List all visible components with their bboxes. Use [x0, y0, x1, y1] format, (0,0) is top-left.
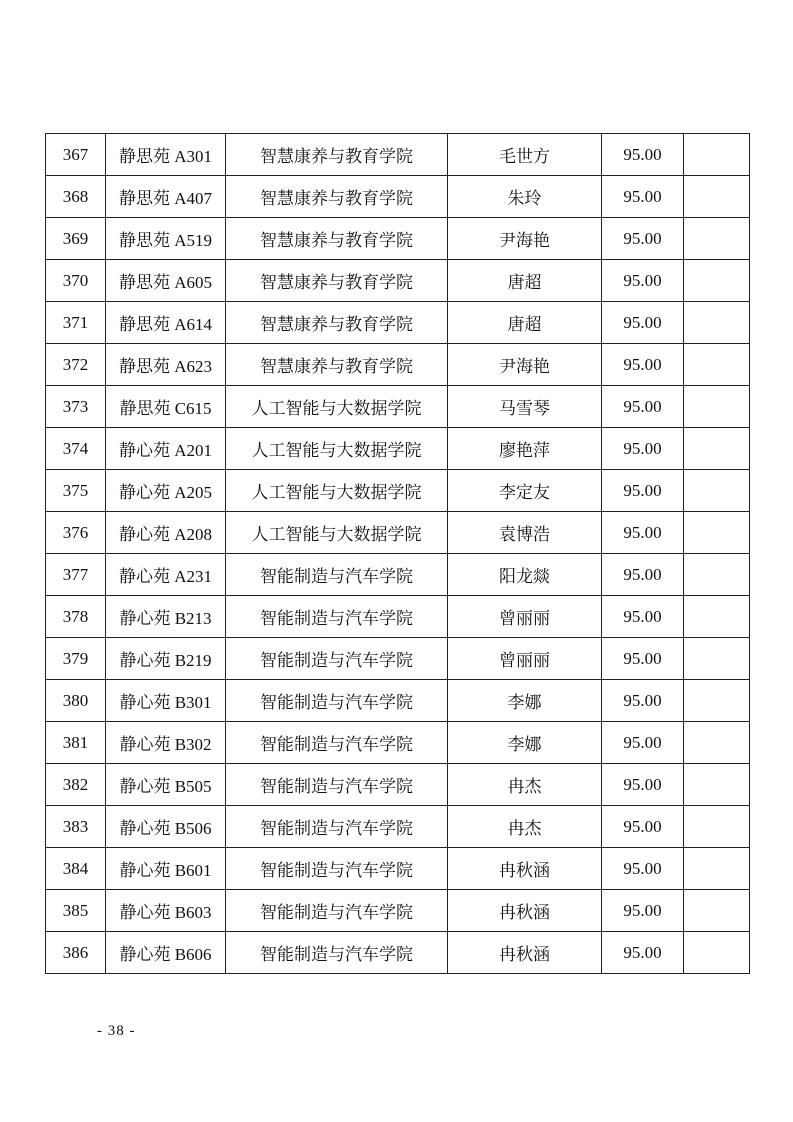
name-cell: 李娜: [448, 680, 602, 722]
college-cell: 智慧康养与教育学院: [226, 344, 448, 386]
row-number-cell: 380: [46, 680, 106, 722]
row-number-cell: 373: [46, 386, 106, 428]
name-cell: 尹海艳: [448, 218, 602, 260]
row-number-cell: 376: [46, 512, 106, 554]
score-cell: 95.00: [602, 680, 684, 722]
note-cell: [684, 554, 750, 596]
name-cell: 冉杰: [448, 764, 602, 806]
score-cell: 95.00: [602, 764, 684, 806]
table-row: [46, 470, 750, 512]
college-cell: 智能制造与汽车学院: [226, 932, 448, 974]
note-cell: [684, 344, 750, 386]
table-body: [46, 134, 750, 974]
college-cell: 智能制造与汽车学院: [226, 890, 448, 932]
note-cell: [684, 260, 750, 302]
score-cell: 95.00: [602, 386, 684, 428]
score-cell: 95.00: [602, 302, 684, 344]
score-cell: 95.00: [602, 932, 684, 974]
note-cell: [684, 722, 750, 764]
table-row: [46, 932, 750, 974]
note-cell: [684, 218, 750, 260]
score-cell: 95.00: [602, 848, 684, 890]
table-row: [46, 554, 750, 596]
table-row: [46, 218, 750, 260]
score-cell: 95.00: [602, 260, 684, 302]
room-cell: 静心苑 A231: [106, 554, 226, 596]
room-cell: 静思苑 A623: [106, 344, 226, 386]
table-row: [46, 890, 750, 932]
note-cell: [684, 764, 750, 806]
note-cell: [684, 470, 750, 512]
room-cell: 静心苑 B505: [106, 764, 226, 806]
name-cell: 李娜: [448, 722, 602, 764]
score-cell: 95.00: [602, 512, 684, 554]
note-cell: [684, 596, 750, 638]
room-cell: 静心苑 B219: [106, 638, 226, 680]
room-cell: 静心苑 A208: [106, 512, 226, 554]
room-cell: 静思苑 A519: [106, 218, 226, 260]
score-cell: 95.00: [602, 218, 684, 260]
room-cell: 静心苑 B301: [106, 680, 226, 722]
note-cell: [684, 848, 750, 890]
room-cell: 静思苑 C615: [106, 386, 226, 428]
row-number-cell: 372: [46, 344, 106, 386]
row-number-cell: 385: [46, 890, 106, 932]
table-row: [46, 428, 750, 470]
note-cell: [684, 428, 750, 470]
table-row: [46, 302, 750, 344]
college-cell: 智能制造与汽车学院: [226, 848, 448, 890]
college-cell: 人工智能与大数据学院: [226, 386, 448, 428]
score-cell: 95.00: [602, 176, 684, 218]
row-number-cell: 386: [46, 932, 106, 974]
note-cell: [684, 512, 750, 554]
name-cell: 冉杰: [448, 806, 602, 848]
note-cell: [684, 680, 750, 722]
college-cell: 人工智能与大数据学院: [226, 470, 448, 512]
name-cell: 曾丽丽: [448, 638, 602, 680]
score-cell: 95.00: [602, 638, 684, 680]
room-cell: 静心苑 B603: [106, 890, 226, 932]
score-cell: 95.00: [602, 806, 684, 848]
college-cell: 人工智能与大数据学院: [226, 512, 448, 554]
name-cell: 尹海艳: [448, 344, 602, 386]
table-row: [46, 512, 750, 554]
name-cell: 毛世方: [448, 134, 602, 176]
table-row: [46, 386, 750, 428]
table-row: [46, 260, 750, 302]
row-number-cell: 368: [46, 176, 106, 218]
room-cell: 静心苑 B506: [106, 806, 226, 848]
table-row: [46, 680, 750, 722]
row-number-cell: 382: [46, 764, 106, 806]
row-number-cell: 384: [46, 848, 106, 890]
room-cell: 静心苑 A201: [106, 428, 226, 470]
name-cell: 袁博浩: [448, 512, 602, 554]
college-cell: 智能制造与汽车学院: [226, 554, 448, 596]
note-cell: [684, 176, 750, 218]
row-number-cell: 367: [46, 134, 106, 176]
college-cell: 人工智能与大数据学院: [226, 428, 448, 470]
room-cell: 静心苑 B302: [106, 722, 226, 764]
room-cell: 静思苑 A407: [106, 176, 226, 218]
score-cell: 95.00: [602, 554, 684, 596]
college-cell: 智能制造与汽车学院: [226, 764, 448, 806]
row-number-cell: 371: [46, 302, 106, 344]
room-cell: 静思苑 A614: [106, 302, 226, 344]
college-cell: 智能制造与汽车学院: [226, 596, 448, 638]
name-cell: 冉秋涵: [448, 848, 602, 890]
room-cell: 静心苑 B213: [106, 596, 226, 638]
college-cell: 智能制造与汽车学院: [226, 680, 448, 722]
note-cell: [684, 890, 750, 932]
score-cell: 95.00: [602, 134, 684, 176]
college-cell: 智慧康养与教育学院: [226, 302, 448, 344]
score-cell: 95.00: [602, 428, 684, 470]
table-row: [46, 134, 750, 176]
room-cell: 静心苑 A205: [106, 470, 226, 512]
note-cell: [684, 806, 750, 848]
row-number-cell: 379: [46, 638, 106, 680]
name-cell: 冉秋涵: [448, 932, 602, 974]
table-row: [46, 596, 750, 638]
table-row: [46, 764, 750, 806]
name-cell: 曾丽丽: [448, 596, 602, 638]
score-cell: 95.00: [602, 596, 684, 638]
note-cell: [684, 134, 750, 176]
table-row: [46, 848, 750, 890]
table-row: [46, 638, 750, 680]
name-cell: 廖艳萍: [448, 428, 602, 470]
name-cell: 唐超: [448, 260, 602, 302]
table-row: [46, 344, 750, 386]
page-number: - 38 -: [97, 1023, 136, 1039]
table-row: [46, 806, 750, 848]
note-cell: [684, 386, 750, 428]
row-number-cell: 377: [46, 554, 106, 596]
note-cell: [684, 302, 750, 344]
room-cell: 静心苑 B606: [106, 932, 226, 974]
college-cell: 智能制造与汽车学院: [226, 806, 448, 848]
row-number-cell: 378: [46, 596, 106, 638]
name-cell: 朱玲: [448, 176, 602, 218]
college-cell: 智慧康养与教育学院: [226, 218, 448, 260]
college-cell: 智能制造与汽车学院: [226, 722, 448, 764]
college-cell: 智慧康养与教育学院: [226, 176, 448, 218]
name-cell: 马雪琴: [448, 386, 602, 428]
row-number-cell: 381: [46, 722, 106, 764]
note-cell: [684, 932, 750, 974]
table-row: [46, 722, 750, 764]
score-cell: 95.00: [602, 890, 684, 932]
score-cell: 95.00: [602, 344, 684, 386]
row-number-cell: 375: [46, 470, 106, 512]
room-cell: 静思苑 A301: [106, 134, 226, 176]
score-cell: 95.00: [602, 470, 684, 512]
name-cell: 阳龙燚: [448, 554, 602, 596]
note-cell: [684, 638, 750, 680]
college-cell: 智慧康养与教育学院: [226, 260, 448, 302]
row-number-cell: 369: [46, 218, 106, 260]
name-cell: 冉秋涵: [448, 890, 602, 932]
row-number-cell: 370: [46, 260, 106, 302]
dormitory-score-table: [45, 133, 750, 974]
name-cell: 李定友: [448, 470, 602, 512]
room-cell: 静思苑 A605: [106, 260, 226, 302]
room-cell: 静心苑 B601: [106, 848, 226, 890]
row-number-cell: 383: [46, 806, 106, 848]
college-cell: 智慧康养与教育学院: [226, 134, 448, 176]
row-number-cell: 374: [46, 428, 106, 470]
name-cell: 唐超: [448, 302, 602, 344]
score-cell: 95.00: [602, 722, 684, 764]
table-row: [46, 176, 750, 218]
college-cell: 智能制造与汽车学院: [226, 638, 448, 680]
